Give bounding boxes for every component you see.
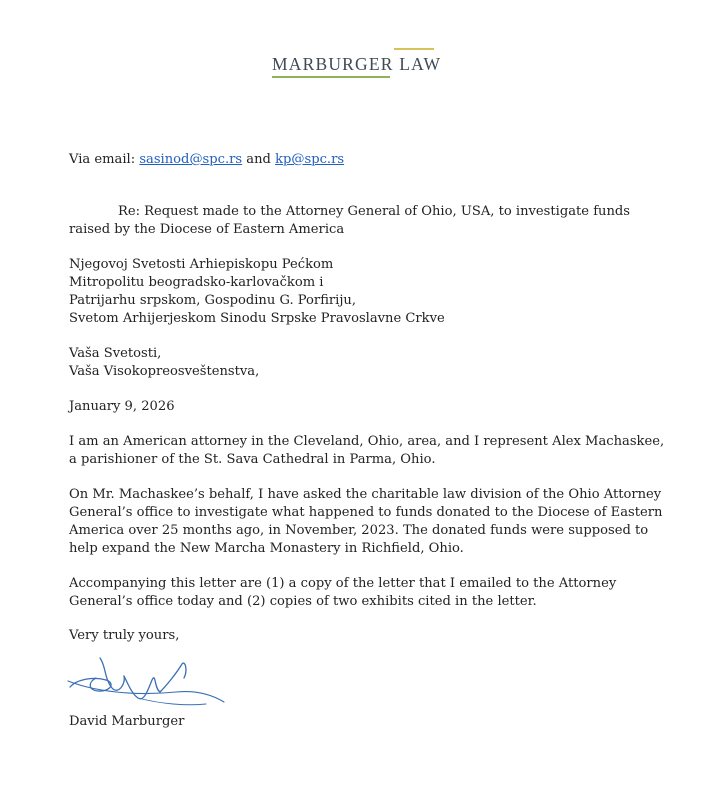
addressee-line: Patrijarhu srpskom, Gospodinu G. Porfiriju, (69, 293, 357, 308)
paragraph-line: General’s office to investigate what happened to funds donated to the Diocese of Eastern (69, 505, 663, 520)
paragraph-line: help expand the New Marcha Monastery in Richfield, Ohio. (69, 541, 464, 556)
paragraph-line: Accompanying this letter are (1) a copy of the letter that I emailed to the Attorney (69, 576, 617, 591)
addressee-line: Svetom Arhijerjeskom Sinodu Srpske Pravoslavne Crkve (69, 311, 445, 326)
addressee-line: Njegovoj Svetosti Arhiepiskopu Pećkom (69, 257, 334, 272)
paragraph-line: On Mr. Machaskee’s behalf, I have asked the charitable law division of the Ohio Attorney (69, 487, 662, 502)
via-email-label: Via email: (69, 152, 140, 167)
salutation-line: Vaša Visokopreosveštenstva, (69, 364, 260, 379)
signature-stroke (68, 681, 224, 702)
paragraph-line: a parishioner of the St. Sava Cathedral in Parma, Ohio. (69, 452, 436, 467)
email-link-sasinod[interactable]: sasinod@spc.rs (139, 152, 243, 167)
letterhead-gold-rule (394, 48, 434, 50)
paragraph-line: General’s office today and (2) copies of two exhibits cited in the letter. (69, 594, 537, 609)
via-email-joiner: and (242, 152, 276, 167)
via-email-line (69, 151, 344, 169)
signature-stroke (100, 658, 124, 690)
re-line-1: Re: Request made to the Attorney General of Ohio, USA, to investigate funds (118, 204, 631, 219)
re-line-2: raised by the Diocese of Eastern America (69, 222, 345, 237)
signature-image (66, 654, 231, 714)
paragraph-line: America over 25 months ago, in November, 2023. The donated funds were supposed to (69, 523, 649, 538)
signatory-name: David Marburger (69, 714, 185, 729)
signature-stroke (124, 676, 160, 699)
email-link-kp[interactable]: kp@spc.rs (275, 152, 345, 167)
letter-date: January 9, 2026 (69, 399, 175, 414)
salutation-line: Vaša Svetosti, (69, 346, 162, 361)
addressee-line: Mitropolitu beogradsko-karlovačkom i (69, 275, 324, 290)
firm-name: MARBURGER LAW (272, 54, 442, 74)
paragraph-line: I am an American attorney in the Cleveland, Ohio, area, and I represent Alex Machaskee, (69, 434, 665, 449)
signature-stroke (70, 678, 111, 691)
closing: Very truly yours, (69, 628, 180, 643)
letterhead-green-rule (272, 76, 390, 78)
signature-stroke (160, 663, 186, 692)
signature-stroke (138, 698, 206, 705)
